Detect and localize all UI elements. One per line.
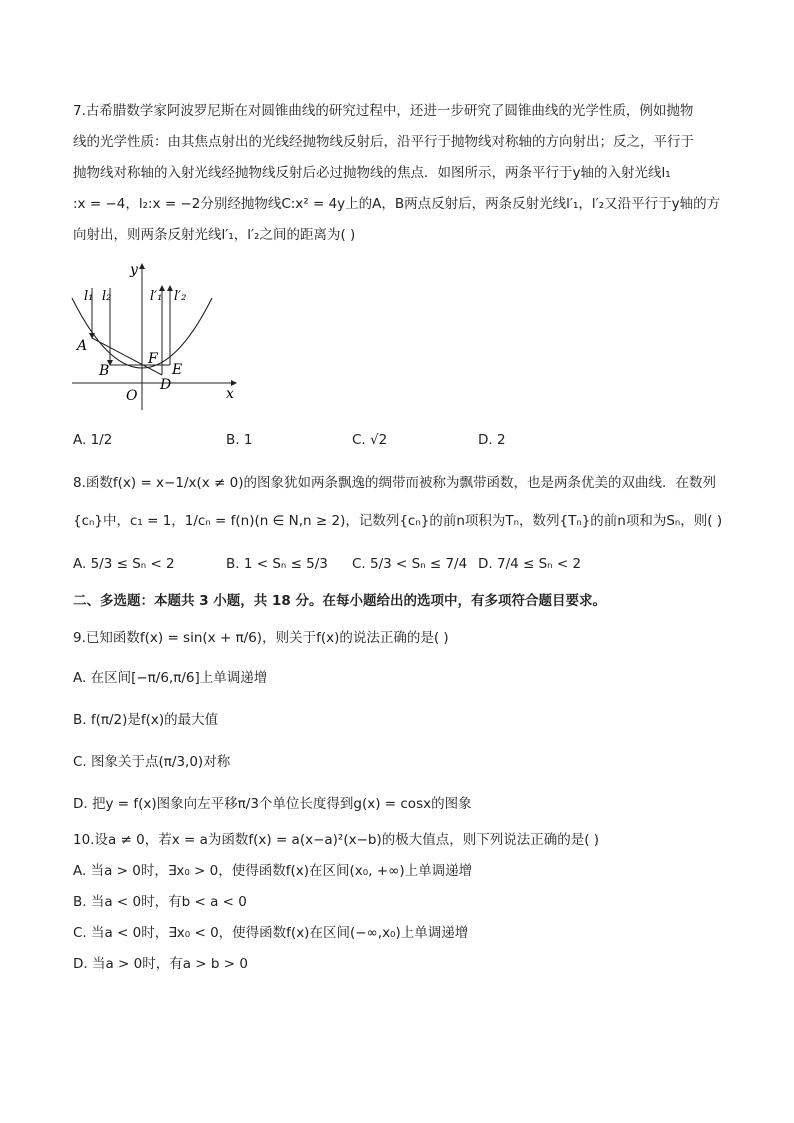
label-F: F (148, 351, 158, 367)
q7-line-1: 7.古希腊数学家阿波罗尼斯在对圆锥曲线的研究过程中，还进一步研究了圆锥曲线的光学性质，例如抛物 (73, 103, 694, 119)
q9-option-c[interactable]: C. 图象关于点(π/3,0)对称 (73, 754, 231, 770)
label-A: A (77, 338, 88, 354)
label-l1: l₁ (84, 289, 94, 304)
label-B: B (99, 363, 110, 379)
q10-option-d[interactable]: D. 当a > 0时，有a > b > 0 (73, 956, 248, 972)
q7-option-b[interactable]: B. 1 (226, 432, 253, 448)
label-x: x (226, 386, 234, 402)
q7-line-2: 线的光学性质：由其焦点射出的光线经抛物线反射后，沿平行于抛物线对称轴的方向射出；反之，平行于 (73, 134, 694, 150)
q10-option-c[interactable]: C. 当a < 0时，∃x₀ < 0，使得函数f(x)在区间(−∞,x₀)上单调递增 (73, 925, 469, 941)
q7-line-3: 抛物线对称轴的入射光线经抛物线反射后必过抛物线的焦点．如图所示，两条平行于y轴的入射光线l₁ (73, 165, 671, 181)
label-l2-prime: l′₂ (174, 289, 187, 304)
q7-line-4: :x = −4，l₂:x = −2分别经抛物线C:x² = 4y上的A，B两点反射后，两条反射光线l′₁，l′₂又沿平行于y轴的方 (73, 196, 721, 212)
q9-stem: 9.已知函数f(x) = sin(x + π/6)，则关于f(x)的说法正确的是( ) (73, 630, 449, 646)
label-D: D (160, 377, 172, 393)
q10-stem: 10.设a ≠ 0，若x = a为函数f(x) = a(x−a)²(x−b)的极大值点，则下列说法正确的是( ) (73, 832, 600, 848)
q7-option-c[interactable]: C. √2 (352, 432, 388, 448)
q8-line-2: {cₙ}中，c₁ = 1，1/cₙ = f(n)(n ∈ N,n ≥ 2)，记数列{cₙ}的前n项积为Tₙ，数列{Tₙ}的前n项和为Sₙ，则( ) (73, 513, 723, 529)
q9-option-a[interactable]: A. 在区间[−π/6,π/6]上单调递增 (73, 670, 268, 686)
q8-option-c[interactable]: C. 5/3 < Sₙ ≤ 7/4 (352, 556, 468, 572)
q8-line-1: 8.函数f(x) = x−1/x(x ≠ 0)的图象犹如两条飘逸的绸带而被称为飘带函数，也是两条优美的双曲线．在数列 (73, 475, 716, 491)
label-l1-prime: l′₁ (150, 289, 163, 304)
q7-line-5: 向射出，则两条反射光线l′₁，l′₂之间的距离为( ) (73, 227, 356, 243)
parabola-figure (66, 258, 246, 416)
q9-option-d[interactable]: D. 把y = f(x)图象向左平移π/3个单位长度得到g(x) = cosx的图象 (73, 796, 472, 812)
section-heading: 二、多选题：本题共 3 小题，共 18 分。在每小题给出的选项中，有多项符合题目要求。 (73, 593, 606, 609)
label-l2: l₂ (102, 289, 112, 304)
q7-option-a[interactable]: A. 1/2 (73, 432, 113, 448)
q8-option-d[interactable]: D. 7/4 ≤ Sₙ < 2 (478, 556, 582, 572)
q8-option-a[interactable]: A. 5/3 ≤ Sₙ < 2 (73, 556, 175, 572)
q10-option-a[interactable]: A. 当a > 0时，∃x₀ > 0，使得函数f(x)在区间(x₀, +∞)上单调递增 (73, 863, 473, 879)
label-E: E (172, 362, 183, 378)
q7-option-d[interactable]: D. 2 (478, 432, 506, 448)
label-y: y (130, 262, 138, 278)
q10-option-b[interactable]: B. 当a < 0时，有b < a < 0 (73, 894, 247, 910)
q8-option-b[interactable]: B. 1 < Sₙ ≤ 5/3 (226, 556, 328, 572)
q9-option-b[interactable]: B. f(π/2)是f(x)的最大值 (73, 712, 219, 728)
label-O: O (126, 388, 138, 404)
